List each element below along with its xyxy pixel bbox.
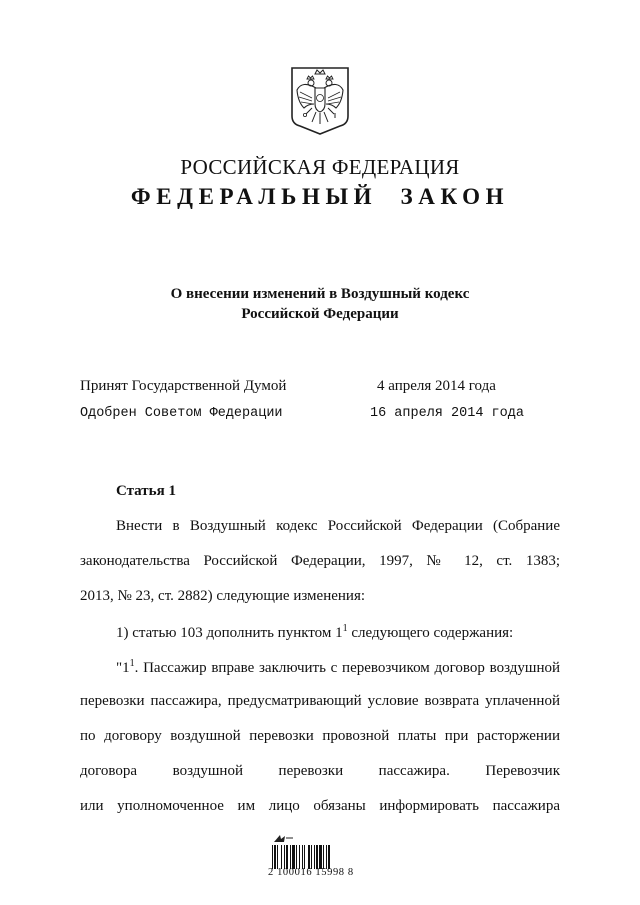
barcode-bar <box>290 845 291 869</box>
barcode-logo-icon <box>272 833 294 843</box>
document-type: ФЕДЕРАЛЬНЫЙ ЗАКОН <box>130 184 510 209</box>
barcode <box>272 845 368 869</box>
barcode-number: 2 100016 15998 8 <box>268 867 354 878</box>
body-line: Внести в Воздушный кодекс Российской Федерации (Собрание <box>116 518 560 534</box>
quote-first-line <box>116 658 560 677</box>
superscript: 1 <box>129 658 135 669</box>
barcode-bar <box>292 845 295 869</box>
barcode-bar <box>274 845 276 869</box>
body-line: 2013, № 23, ст. 2882) следующие изменения: <box>80 588 366 604</box>
barcode-bar <box>316 845 318 869</box>
duma-adoption-date: 4 апреля 2014 года <box>377 378 496 394</box>
barcode-bar <box>308 845 310 869</box>
body-line: законодательства Российской Федерации, 1997, № 12, ст. 1383; <box>80 553 560 569</box>
barcode-bar <box>302 845 303 869</box>
body-line: договора воздушной перевозки пассажира. Перевозчик <box>80 763 560 779</box>
adoption-council-row <box>80 406 560 428</box>
quote-opening: "1 <box>116 660 130 676</box>
body-line: перевозки пассажира, предусматривающий условие возврата уплаченной <box>80 693 560 709</box>
barcode-bar <box>296 845 297 869</box>
law-title-line-2: Российской Федерации <box>241 306 399 322</box>
barcode-bar <box>299 845 300 869</box>
barcode-bar <box>277 845 278 869</box>
body-line: по договору воздушной перевозки провозной платы при расторжении <box>80 728 560 744</box>
barcode-bar <box>323 845 324 869</box>
law-title-line-1: О внесении изменений в Воздушный кодекс <box>170 286 470 302</box>
country-name: РОССИЙСКАЯ ФЕДЕРАЦИЯ <box>180 155 460 179</box>
body-line: или уполномоченное им лицо обязаны информировать пассажира <box>80 798 560 814</box>
law-title <box>0 284 640 324</box>
amendment-item-text: 1) статью 103 дополнить пунктом 1 <box>116 625 343 641</box>
barcode-bar <box>311 845 312 869</box>
barcode-bar <box>326 845 327 869</box>
amendment-item-1 <box>116 623 560 642</box>
barcode-bar <box>328 845 330 869</box>
superscript: 1 <box>342 623 348 634</box>
barcode-bar <box>286 845 288 869</box>
coat-of-arms-emblem <box>288 64 352 136</box>
duma-adoption-label: Принят Государственной Думой <box>80 378 287 394</box>
amendment-item-text-end: следующего содержания: <box>347 625 514 641</box>
barcode-bar <box>304 845 305 869</box>
barcode-bar <box>284 845 285 869</box>
council-approval-label: Одобрен Советом Федерации <box>80 406 283 421</box>
barcode-bar <box>272 845 273 869</box>
barcode-bar <box>281 845 282 869</box>
quote-first-text: . Пассажир вправе заключить с перевозчиком договор воздушной <box>134 660 560 676</box>
council-approval-date: 16 апреля 2014 года <box>370 406 524 421</box>
adoption-duma-row <box>80 378 560 400</box>
barcode-bar <box>314 845 315 869</box>
barcode-bar <box>319 845 322 869</box>
article-heading: Статья 1 <box>116 483 176 499</box>
